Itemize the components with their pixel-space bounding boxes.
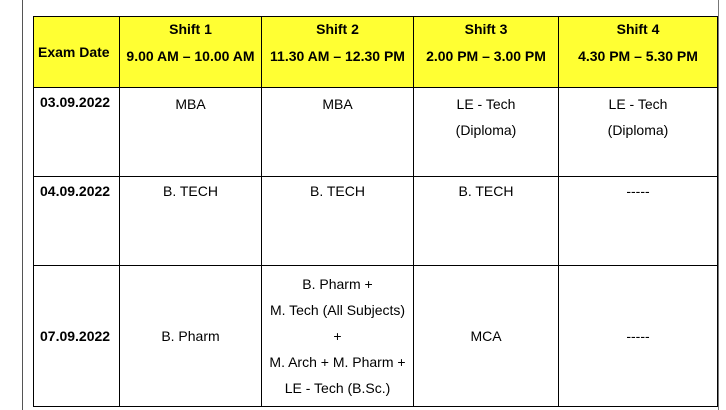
shift-time: 4.30 PM – 5.30 PM — [578, 48, 698, 64]
table-row — [34, 177, 718, 266]
shift-name: Shift 1 — [169, 21, 212, 37]
schedule-cell — [120, 88, 262, 177]
header-row — [34, 17, 718, 88]
schedule-cell — [414, 88, 559, 177]
cell-line: B. TECH — [310, 183, 365, 199]
cell-line: + — [333, 328, 342, 344]
schedule-cell — [262, 88, 414, 177]
exam-date-cell: 07.09.2022 — [34, 266, 120, 407]
cell-line: LE - Tech (B.Sc.) — [284, 380, 391, 396]
table-row — [34, 88, 718, 177]
cell-line: B. Pharm + — [302, 276, 373, 292]
shift-4-header — [559, 17, 718, 88]
shift-time: 9.00 AM – 10.00 AM — [126, 48, 255, 64]
schedule-cell — [120, 266, 262, 407]
schedule-cell — [414, 266, 559, 407]
cell-line: LE - Tech — [456, 96, 516, 112]
schedule-cell — [262, 177, 414, 266]
cell-line: (Diploma) — [607, 122, 669, 138]
shift-name: Shift 2 — [316, 21, 359, 37]
cell-line: B. TECH — [163, 183, 218, 199]
cell-line: MBA — [322, 96, 353, 112]
cell-line: LE - Tech — [608, 96, 668, 112]
cell-line: MCA — [470, 328, 502, 344]
exam-date-header: Exam Date — [34, 17, 120, 88]
page-border-left — [22, 0, 23, 410]
schedule-cell — [262, 266, 414, 407]
shift-time: 2.00 PM – 3.00 PM — [426, 48, 546, 64]
cell-line: ----- — [626, 183, 650, 199]
schedule-cell — [559, 266, 718, 407]
shift-1-header — [120, 17, 262, 88]
table-row — [34, 266, 718, 407]
cell-line: (Diploma) — [455, 122, 517, 138]
exam-date-cell: 04.09.2022 — [34, 177, 120, 266]
exam-schedule-table — [33, 16, 718, 407]
cell-line: M. Arch + M. Pharm + — [269, 354, 406, 370]
shift-time: 11.30 AM – 12.30 PM — [270, 48, 405, 64]
page-border-right — [718, 0, 719, 410]
cell-line: ----- — [626, 328, 650, 344]
cell-line: B. Pharm — [161, 328, 220, 344]
schedule-cell — [120, 177, 262, 266]
cell-line: B. TECH — [458, 183, 514, 199]
cell-line: M. Tech (All Subjects) — [269, 302, 406, 318]
shift-name: Shift 4 — [616, 21, 660, 37]
schedule-cell — [559, 88, 718, 177]
schedule-cell — [414, 177, 559, 266]
shift-name: Shift 3 — [464, 21, 508, 37]
shift-2-header — [262, 17, 414, 88]
shift-3-header — [414, 17, 559, 88]
schedule-cell — [559, 177, 718, 266]
cell-line: MBA — [175, 96, 206, 112]
exam-date-cell: 03.09.2022 — [34, 88, 120, 177]
